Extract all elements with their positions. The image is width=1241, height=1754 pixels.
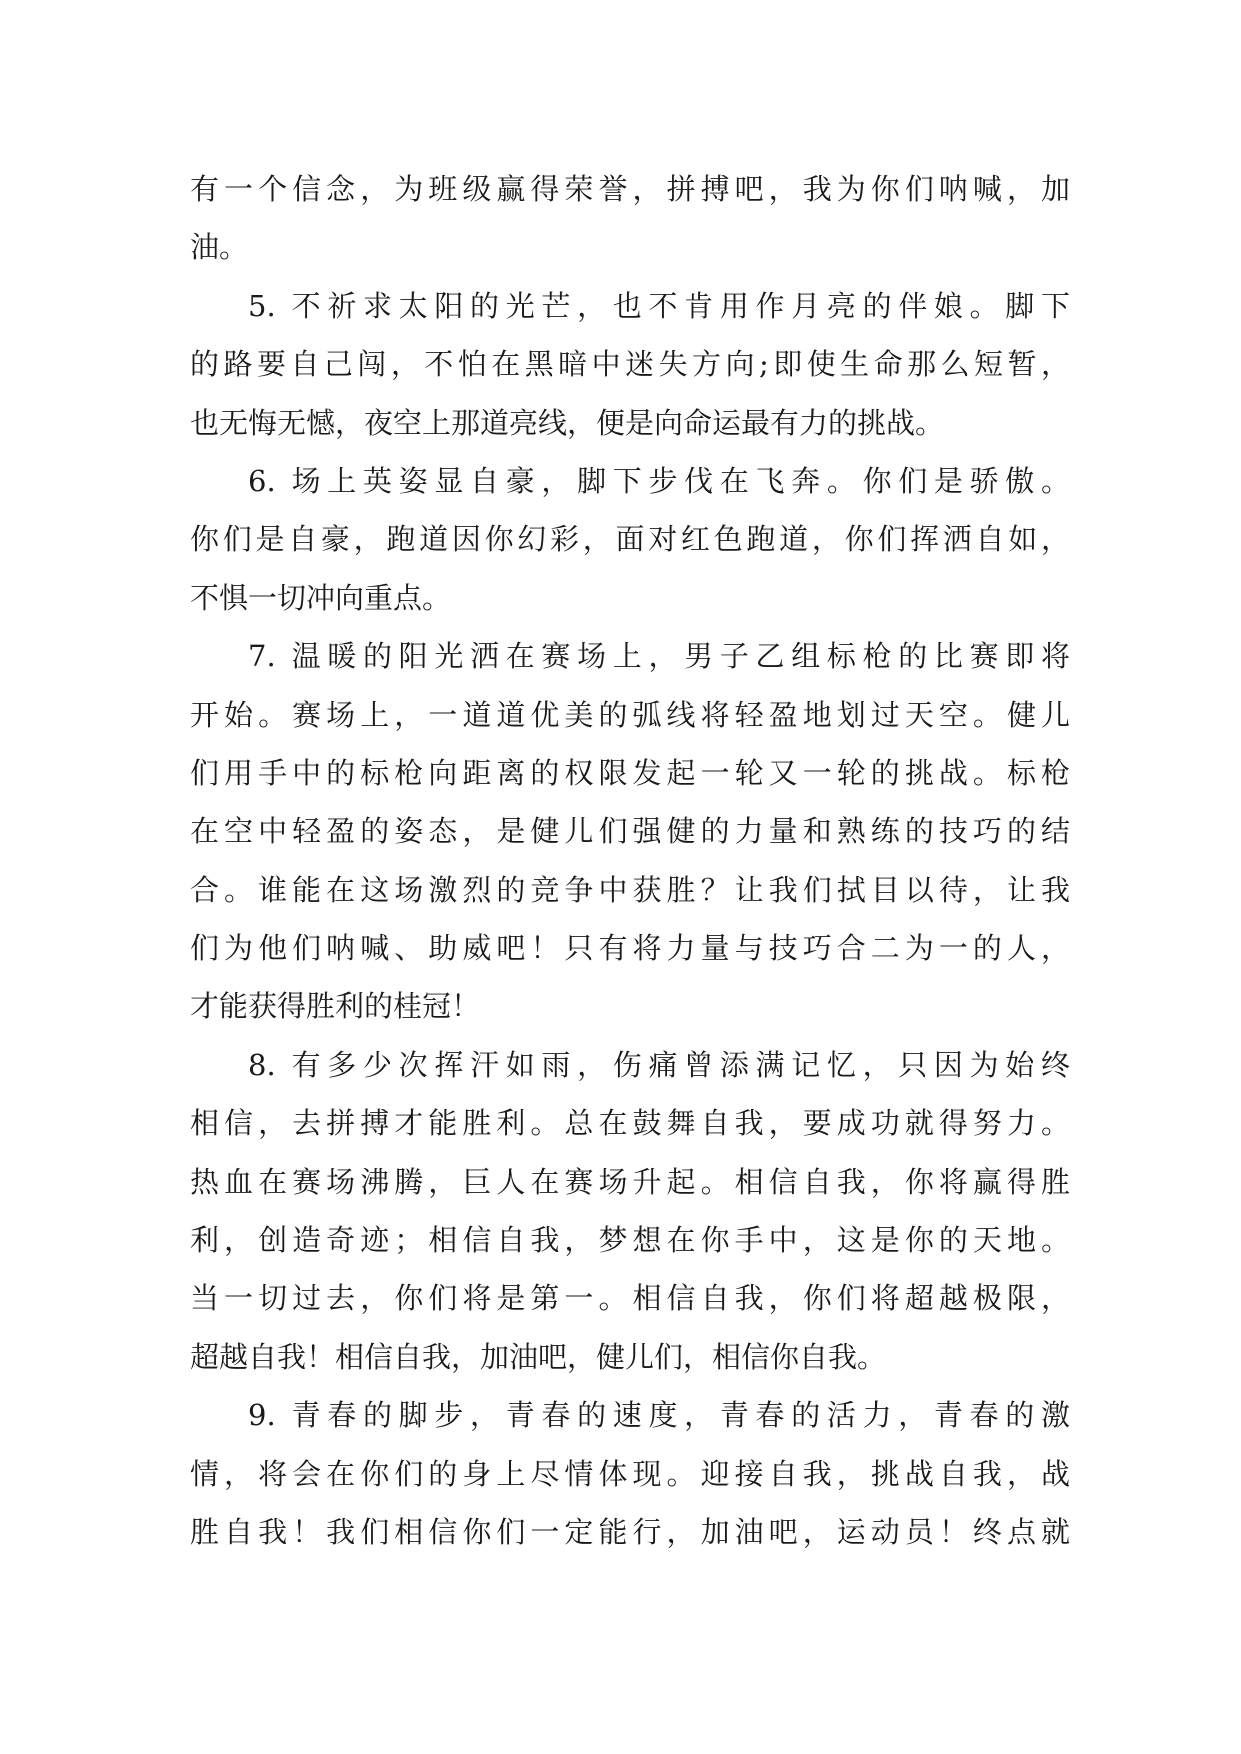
text-line: 才能获得胜利的桂冠！: [190, 989, 481, 1024]
paragraph: [190, 452, 1070, 627]
document-body: [190, 160, 1070, 1561]
text-line: 油。: [190, 230, 249, 265]
text-line: 不惧一切冲向重点。: [190, 580, 452, 615]
text-line: 们为他们呐喊、助威吧！只有将力量与技巧合二为一的人，: [190, 931, 1070, 966]
text-line: 相信，去拼搏才能胜利。总在鼓舞自我，要成功就得努力。: [190, 1106, 1070, 1141]
text-line: 5. 不祈求太阳的光芒，也不肯用作月亮的伴娘。脚下: [248, 288, 1070, 323]
paragraph: [190, 277, 1070, 452]
paragraph: [190, 1036, 1070, 1386]
paragraph: [190, 1386, 1070, 1561]
text-line: 开始。赛场上，一道道优美的弧线将轻盈地划过天空。健儿: [190, 697, 1070, 732]
text-line: 有一个信念，为班级赢得荣誉，拼搏吧，我为你们呐喊，加: [190, 172, 1070, 206]
paragraph-list: [190, 160, 1070, 1561]
paragraph: [190, 627, 1070, 1036]
text-line: 你们是自豪，跑道因你幻彩，面对红色跑道，你们挥洒自如，: [190, 522, 1070, 557]
text-line: 9. 青春的脚步，青春的速度，青春的活力，青春的激: [248, 1398, 1070, 1433]
text-line: 6. 场上英姿显自豪，脚下步伐在飞奔。你们是骄傲。: [248, 463, 1070, 498]
text-line: 也无悔无憾，夜空上那道亮线，便是向命运最有力的挑战。: [190, 405, 945, 440]
text-line: 当一切过去，你们将是第一。相信自我，你们将超越极限，: [190, 1281, 1070, 1316]
text-line: 合。谁能在这场激烈的竞争中获胜？让我们拭目以待，让我: [190, 872, 1070, 907]
paragraph: [190, 160, 1070, 277]
text-line: 利，创造奇迹；相信自我，梦想在你手中，这是你的天地。: [190, 1223, 1070, 1258]
text-line: 们用手中的标枪向距离的权限发起一轮又一轮的挑战。标枪: [190, 755, 1070, 790]
text-line: 7. 温暖的阳光洒在赛场上，男子乙组标枪的比赛即将: [248, 639, 1070, 674]
text-line: 热血在赛场沸腾，巨人在赛场升起。相信自我，你将赢得胜: [190, 1164, 1070, 1199]
text-line: 情，将会在你们的身上尽情体现。迎接自我，挑战自我，战: [190, 1456, 1070, 1491]
text-line: 胜自我！我们相信你们一定能行，加油吧，运动员！终点就: [190, 1514, 1070, 1549]
text-line: 8. 有多少次挥汗如雨，伤痛曾添满记忆，只因为始终: [248, 1047, 1070, 1082]
text-line: 的路要自己闯，不怕在黑暗中迷失方向;即使生命那么短暂，: [190, 347, 1070, 382]
text-line: 在空中轻盈的姿态，是健儿们强健的力量和熟练的技巧的结: [190, 814, 1070, 849]
text-line: 超越自我！相信自我，加油吧，健儿们，相信你自我。: [190, 1339, 887, 1374]
